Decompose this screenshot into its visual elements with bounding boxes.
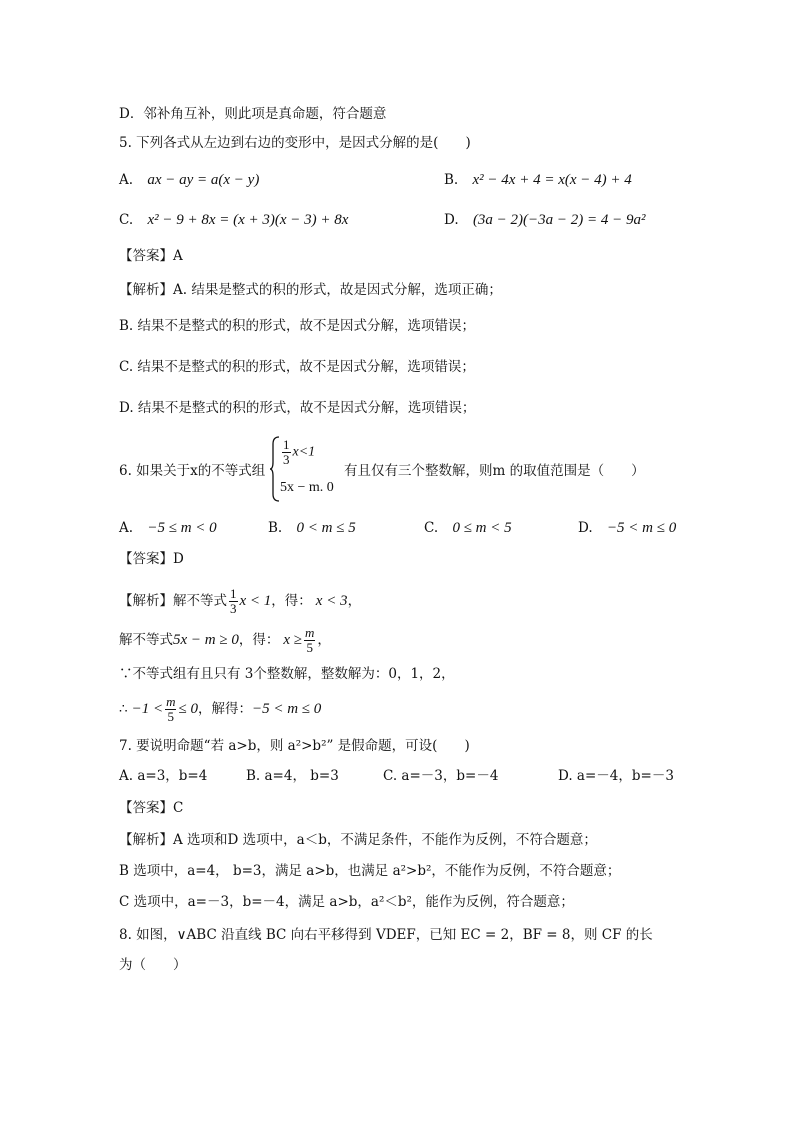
option-formula: −5 < m ≤ 0	[606, 520, 677, 536]
option-label: B.	[268, 520, 283, 536]
option-label: A.	[119, 172, 134, 188]
explanation-5-c: C. 结果不是整式的积的形式，故不是因式分解，选项错误；	[119, 359, 475, 375]
option-formula: x² − 4x + 4 = x(x − 4) + 4	[472, 172, 632, 188]
explanation-7-b: B 选项中，a=4， b=3，满足 a>b，也满足 a²>b²，不能作为反例，不符合题意；	[119, 863, 621, 879]
brace-icon	[270, 436, 280, 502]
fraction	[229, 587, 238, 616]
denominator: 3	[283, 452, 290, 467]
q6-option-b	[268, 518, 356, 538]
option-label: B.	[444, 172, 459, 188]
numerator: m	[166, 694, 176, 709]
text: ，	[317, 632, 331, 648]
text-line: D．邻补角互补，则此项是真命题，符合题意	[119, 106, 387, 122]
formula: −1 <	[131, 701, 164, 717]
formula: x < 3	[315, 593, 348, 609]
option-formula: (3a − 2)(−3a − 2) = 4 − 9a²	[472, 212, 646, 228]
explanation-6-b	[119, 623, 331, 657]
fraction	[165, 695, 176, 724]
text: ∴	[119, 701, 128, 717]
fraction	[282, 438, 291, 467]
option-label: C.	[424, 520, 439, 536]
question-6-suffix: 有且仅有三个整数解，则m 的取值范围是（ ）	[344, 463, 645, 479]
answer-7: 【答案】C	[119, 800, 184, 816]
text: 解不等式	[119, 632, 173, 648]
q6-option-c	[424, 518, 512, 538]
explanation-5-a: 【解析】A. 结果是整式的积的形式，故是因式分解，选项正确；	[119, 282, 502, 298]
text: 【解析】解不等式	[119, 593, 227, 609]
option-label: C.	[119, 212, 134, 228]
q5-option-c	[119, 210, 348, 230]
denominator: 5	[167, 709, 175, 724]
answer-6: 【答案】D	[119, 551, 184, 567]
explanation-6-d	[119, 692, 321, 726]
fraction	[304, 626, 315, 655]
question-8-line-2: 为（ ）	[119, 957, 187, 973]
denominator: 5	[306, 640, 313, 655]
explanation-7-c: C 选项中，a=－3，b=－4，满足 a>b，a²＜b²，能作为反例，符合题意；	[119, 894, 574, 910]
explanation-5-b: B. 结果不是整式的积的形式，故不是因式分解，选项错误；	[119, 318, 476, 334]
question-5: 5. 下列各式从左边到右边的变形中，是因式分解的是( )	[119, 135, 471, 151]
formula: x ≥	[283, 632, 302, 648]
q5-option-b	[444, 170, 632, 190]
inequality-system	[270, 436, 340, 502]
formula: ≤ 0	[178, 701, 198, 717]
text: ，得：	[238, 632, 280, 648]
question-7: 7. 要说明命题“若 a>b，则 a²>b²” 是假命题，可设( )	[119, 738, 470, 754]
q5-option-d	[444, 210, 646, 230]
option-formula: 0 < m ≤ 5	[296, 520, 356, 536]
formula: 5x − m ≥ 0	[173, 632, 239, 648]
option-formula: −5 ≤ m < 0	[147, 520, 217, 536]
question-8-line-1: 8. 如图，∨ABC 沿直线 BC 向右平移得到 VDEF，已知 EC = 2，BF = 8，则 CF 的长	[119, 927, 653, 943]
option-label: A.	[119, 520, 134, 536]
q7-option-d: D. a=－4，b=－3	[558, 768, 674, 784]
option-label: D.	[444, 212, 459, 228]
explanation-6-a	[119, 584, 361, 618]
option-label: D.	[578, 520, 593, 536]
formula: −5 < m ≤ 0	[251, 701, 322, 717]
numerator: m	[305, 625, 315, 640]
numerator: 1	[283, 437, 290, 452]
system-row-1	[280, 438, 315, 467]
explanation-7-a: 【解析】A 选项和D 选项中，a＜b，不满足条件，不能作为反例，不符合题意；	[119, 832, 597, 848]
q7-option-c: C. a=－3，b=－4	[383, 768, 499, 784]
denominator: 3	[230, 601, 237, 616]
numerator: 1	[230, 586, 237, 601]
text: ，得：	[271, 593, 312, 609]
explanation-5-d: D. 结果不是整式的积的形式，故不是因式分解，选项错误；	[119, 400, 476, 416]
text: ，	[347, 593, 362, 609]
option-formula: 0 ≤ m < 5	[452, 520, 512, 536]
text: ，解得：	[197, 701, 252, 717]
question-6-prefix: 6. 如果关于x的不等式组	[119, 463, 266, 479]
formula: x < 1	[239, 593, 272, 609]
q7-option-a: A. a=3，b=4	[119, 768, 208, 784]
inequality-text: x<1	[292, 444, 316, 460]
q5-option-a	[119, 170, 259, 190]
system-row-2: 5x − m. 0	[280, 480, 334, 495]
explanation-6-c: ∵不等式组有且只有 3个整数解，整数解为：0，1，2，	[119, 666, 455, 682]
answer-5: 【答案】A	[119, 248, 183, 264]
q7-option-b: B. a=4， b=3	[246, 768, 339, 784]
q6-option-d	[578, 518, 676, 538]
option-formula: x² − 9 + 8x = (x + 3)(x − 3) + 8x	[147, 212, 349, 228]
option-formula: ax − ay = a(x − y)	[147, 172, 260, 188]
q6-option-a	[119, 518, 217, 538]
